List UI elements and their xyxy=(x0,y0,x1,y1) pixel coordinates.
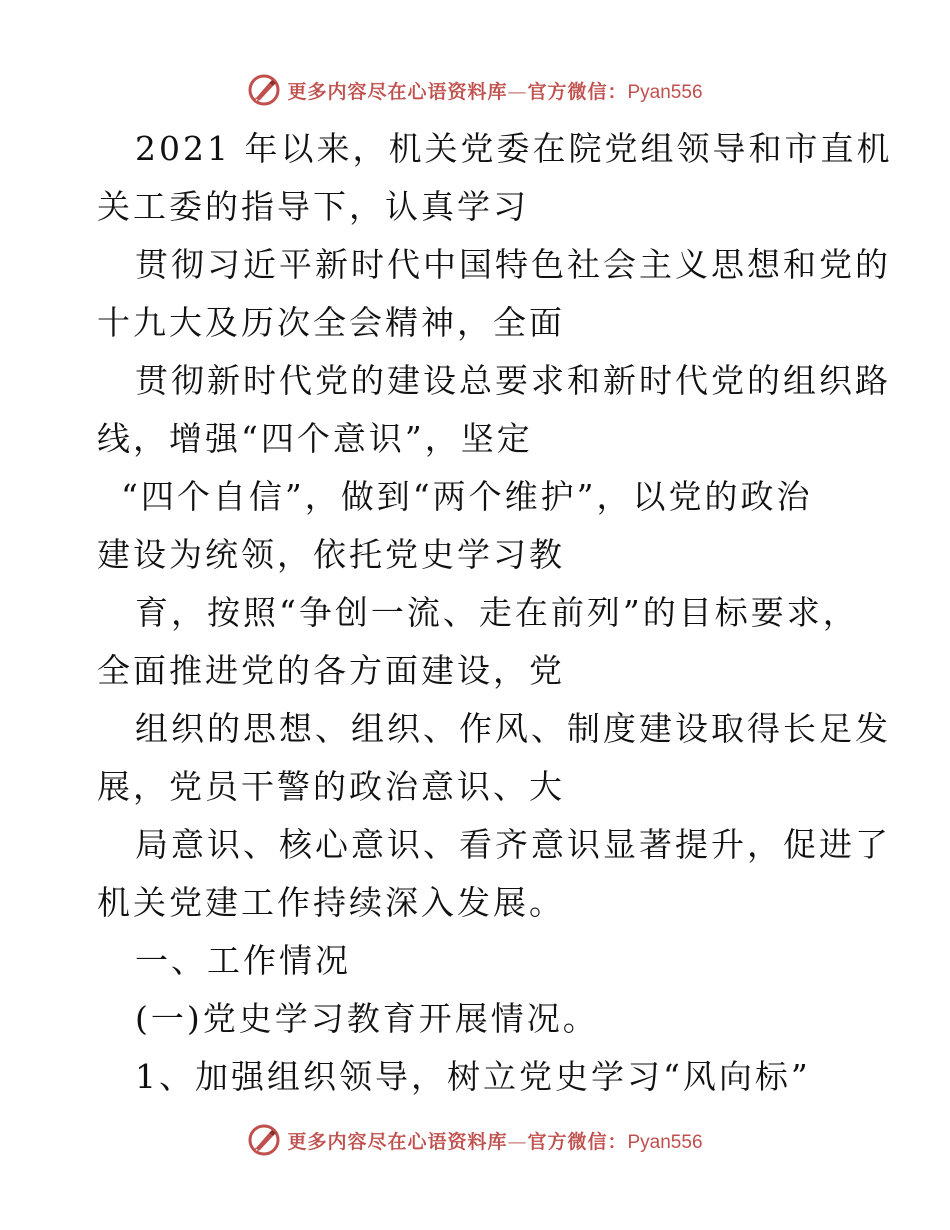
item-heading xyxy=(97,1048,857,1106)
text-line: 全面推进党的各方面建设，党 xyxy=(97,651,565,690)
paragraph-7 xyxy=(97,816,891,932)
text-line: 贯彻新时代党的建设总要求和新时代党的组织路 xyxy=(135,361,891,400)
paragraph-6 xyxy=(97,700,891,816)
text-line: 建设为统领，依托党史学习教 xyxy=(97,535,565,574)
document-body xyxy=(97,120,893,1106)
paragraph-1 xyxy=(97,120,893,236)
text-line: 机关党建工作持续深入发展。 xyxy=(97,883,565,922)
pen-logo-icon xyxy=(247,1123,281,1157)
text-line: 展，党员干警的政治意识、大 xyxy=(97,767,565,806)
watermark-text: 更多内容尽在心语资料库—官方微信：Pyan556 xyxy=(287,1130,703,1153)
heading-line: (一)党史学习教育开展情况。 xyxy=(135,999,599,1038)
pen-logo-icon xyxy=(247,73,281,107)
section-heading xyxy=(97,932,857,990)
text-line: 十九大及历次全会精神，全面 xyxy=(97,303,565,342)
text-line: “四个自信”，做到“两个维护”，以党的政治 xyxy=(121,477,813,516)
text-line: 育，按照“争创一流、走在前列”的目标要求， xyxy=(135,593,859,632)
text-line: 组织的思想、组织、作风、制度建设取得长足发 xyxy=(135,709,891,748)
watermark-text: 更多内容尽在心语资料库—官方微信：Pyan556 xyxy=(287,80,703,103)
text-line: 线，增强“四个意识”，坚定 xyxy=(97,419,533,458)
paragraph-2 xyxy=(97,236,891,352)
heading-line: 1、加强组织领导，树立党史学习“风向标” xyxy=(135,1057,811,1096)
paragraph-3 xyxy=(97,352,891,468)
watermark-banner-bottom xyxy=(0,1120,950,1160)
heading-line: 一、工作情况 xyxy=(135,941,351,980)
paragraph-4 xyxy=(97,468,857,584)
watermark-banner-top xyxy=(0,70,950,110)
text-line: 2021 年以来，机关党委在院党组领导和市直机 xyxy=(135,129,893,168)
text-line: 局意识、核心意识、看齐意识显著提升，促进了 xyxy=(135,825,891,864)
paragraph-5 xyxy=(97,584,857,700)
text-line: 关工委的指导下，认真学习 xyxy=(97,187,529,226)
subsection-heading xyxy=(97,990,857,1048)
text-line: 贯彻习近平新时代中国特色社会主义思想和党的 xyxy=(135,245,891,284)
